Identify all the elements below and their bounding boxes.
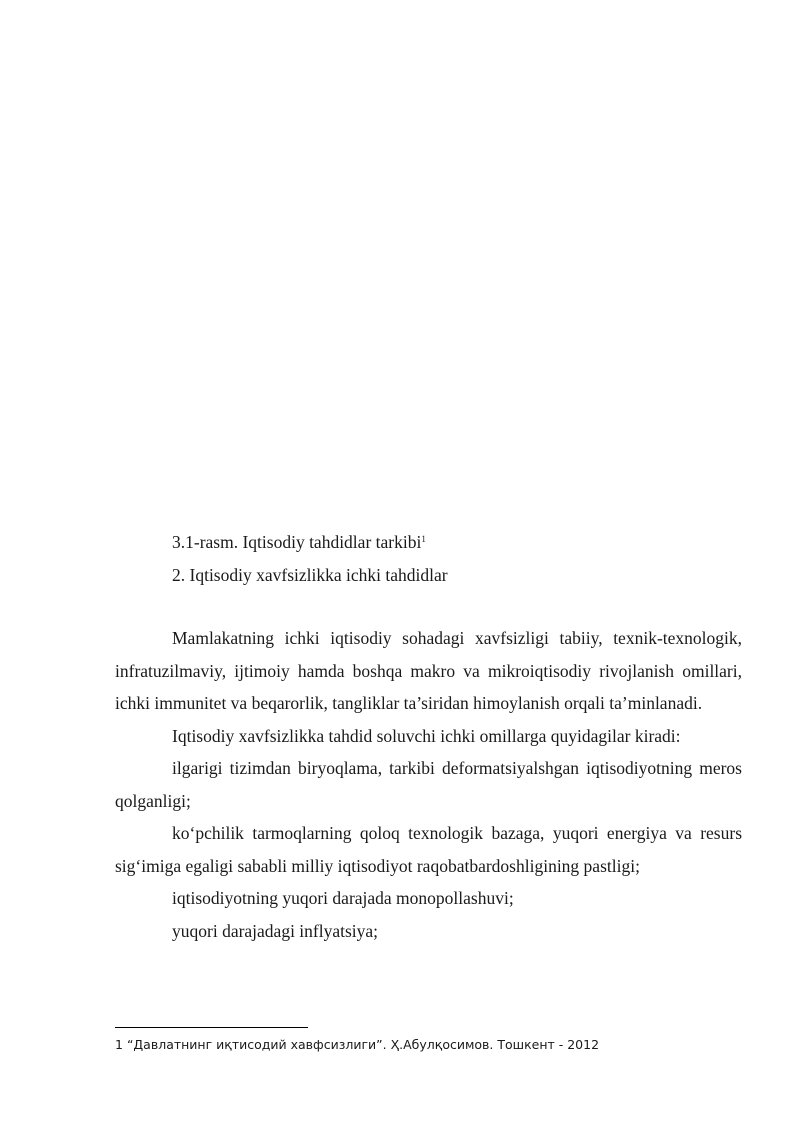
- figure-caption: [172, 528, 426, 556]
- paragraph: Mamlakatning ichki iqtisodiy sohadagi xavfsizligi tabiiy, texnik-texnologik, infratuzilmaviy, ijtimoiy hamda boshqa makro va mikroiqtisodiy rivojlanish omillari, ichki immunitet va beqarorlik, tangliklar ta’siridan himoylanish orqali ta’minlanadi.: [115, 628, 742, 713]
- footnote-separator: [115, 1027, 308, 1028]
- paragraph: yuqori darajadagi inflyatsiya;: [172, 920, 379, 941]
- paragraph: iqtisodiyotning yuqori darajada monopollashuvi;: [172, 888, 514, 908]
- figure-caption-text: 3.1-rasm. Iqtisodiy tahdidlar tarkibi: [172, 532, 422, 552]
- paragraph: Iqtisodiy xavfsizlikka tahdid soluvchi ichki omillarga quyidagilar kiradi:: [172, 725, 681, 746]
- footnote-text: “Давлатнинг иқтисодий хавфсизлиги”. Ҳ.Абулқосимов. Тошкент - 2012: [126, 1037, 600, 1052]
- footnote-reference[interactable]: 1: [421, 534, 426, 544]
- section-heading: 2. Iqtisodiy xavfsizlikka ichki tahdidlar: [172, 565, 448, 585]
- paragraph: ilgarigi tizimdan biryoqlama, tarkibi deformatsiyalshgan iqtisodiyotning meros qolganligi;: [115, 758, 742, 811]
- paragraph: ko‘pchilik tarmoqlarning qoloq texnologik bazaga, yuqori energiya va resurs sig‘imiga egaligi sababli milliy iqtisodiyot raqobatbardoshligining pastligi;: [115, 823, 742, 876]
- footnote-number: 1: [115, 1037, 123, 1052]
- footnote: [115, 1036, 599, 1054]
- body-text: [115, 622, 742, 947]
